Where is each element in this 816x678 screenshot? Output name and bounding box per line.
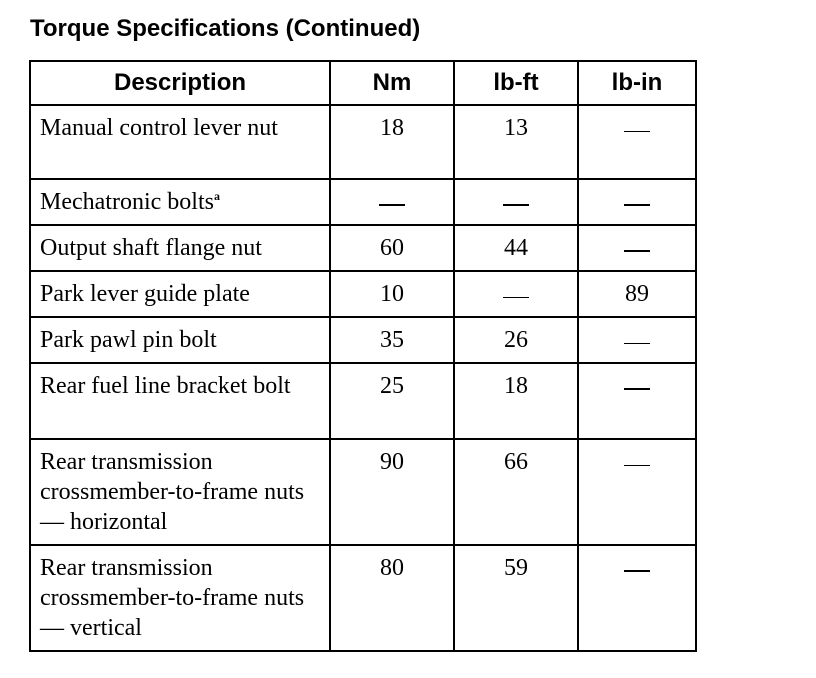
empty-value-dash [503, 297, 529, 299]
empty-value-dash [624, 570, 650, 572]
column-header-lb-ft: lb-ft [454, 61, 578, 105]
row-lb-ft-value: 26 [454, 317, 578, 363]
row-lb-ft-value: 18 [454, 363, 578, 439]
row-nm-value: 10 [330, 271, 454, 317]
empty-value-dash [624, 250, 650, 252]
row-lb-in-value [578, 439, 696, 545]
table-row [30, 363, 696, 439]
row-lb-in-value [578, 225, 696, 271]
row-nm-value: 80 [330, 545, 454, 651]
column-header-description: Description [30, 61, 330, 105]
row-description: Park lever guide plate [30, 271, 330, 317]
row-description: Manual control lever nut [30, 105, 330, 179]
row-lb-in-value [578, 105, 696, 179]
row-lb-in-value [578, 363, 696, 439]
row-nm-value: 90 [330, 439, 454, 545]
row-description: Output shaft flange nut [30, 225, 330, 271]
row-lb-ft-value [454, 179, 578, 225]
row-lb-in-value: 89 [578, 271, 696, 317]
row-lb-ft-value: 44 [454, 225, 578, 271]
torque-spec-table [29, 60, 697, 652]
row-lb-ft-value: 66 [454, 439, 578, 545]
row-description-text: Mechatronic bolts [40, 189, 214, 215]
table-header-row [30, 61, 696, 105]
row-lb-in-value [578, 179, 696, 225]
table-row [30, 317, 696, 363]
table-row [30, 545, 696, 651]
row-lb-in-value [578, 545, 696, 651]
column-header-nm: Nm [330, 61, 454, 105]
empty-value-dash [624, 131, 650, 133]
row-nm-value: 60 [330, 225, 454, 271]
footnote-marker: a [213, 189, 220, 203]
empty-value-dash [379, 204, 405, 206]
row-nm-value: 35 [330, 317, 454, 363]
empty-value-dash [624, 343, 650, 345]
row-description: Rear transmission crossmember-to-frame nuts — vertical [30, 545, 330, 651]
empty-value-dash [624, 465, 650, 467]
empty-value-dash [624, 388, 650, 390]
table-row [30, 179, 696, 225]
row-description [30, 179, 330, 225]
row-nm-value: 18 [330, 105, 454, 179]
row-nm-value [330, 179, 454, 225]
row-description: Park pawl pin bolt [30, 317, 330, 363]
column-header-lb-in: lb-in [578, 61, 696, 105]
table-row [30, 105, 696, 179]
row-description: Rear transmission crossmember-to-frame nuts — horizontal [30, 439, 330, 545]
empty-value-dash [624, 204, 650, 206]
row-lb-ft-value: 59 [454, 545, 578, 651]
table-row [30, 271, 696, 317]
row-description: Rear fuel line bracket bolt [30, 363, 330, 439]
row-lb-ft-value [454, 271, 578, 317]
table-row [30, 439, 696, 545]
row-lb-in-value [578, 317, 696, 363]
empty-value-dash [503, 204, 529, 206]
row-nm-value: 25 [330, 363, 454, 439]
row-lb-ft-value: 13 [454, 105, 578, 179]
table-row [30, 225, 696, 271]
page-title: Torque Specifications (Continued) [30, 15, 421, 42]
